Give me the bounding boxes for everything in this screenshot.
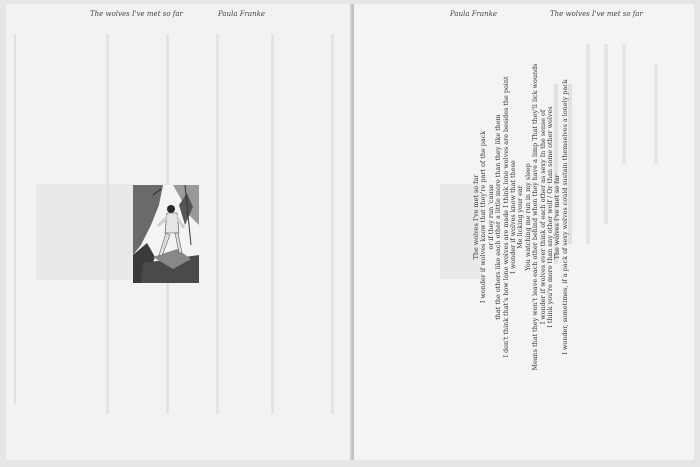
show-through-column	[106, 34, 109, 414]
poem-line: I think you're more than any other wolf / Or than some other wolves	[546, 106, 555, 328]
book-spread	[6, 4, 694, 460]
photo-of-woman-in-woods	[133, 185, 199, 283]
poem-block	[472, 0, 663, 371]
show-through-image	[36, 184, 134, 280]
left-page-author: Paula Franke	[218, 10, 265, 18]
left-page-title: The wolves I've met so far	[90, 10, 183, 18]
poem-line: Me licking your ear	[516, 185, 525, 249]
right-page-author: Paula Franke	[450, 10, 497, 18]
left-page	[6, 4, 352, 460]
poem-line: The wolves I've met so far	[553, 174, 562, 260]
poem-line: I wonder, sometimes, if a pack of sexy wolves could sustain themselves a lonely pack	[560, 79, 569, 355]
poem-line: or if they run 'cause	[486, 184, 495, 250]
poem-line: that the others like each other a little more than they like them	[494, 114, 503, 320]
show-through-column	[271, 34, 274, 414]
poem-line: I wonder if wolves know that these	[509, 160, 518, 274]
show-through-column	[14, 34, 16, 404]
poem-line: I don't think that's how lone wolves are made I think lone wolves are besides the point	[501, 76, 510, 358]
poem-line: Means that they won't leave each other behind when they have a limp That they'll lick wounds	[531, 63, 540, 371]
poem-line: I wonder if wolves ever think of each other as sexy In the sense of	[538, 109, 547, 325]
poem-line: The wolves I've met so far	[472, 174, 480, 260]
poem-line: You watching me run in my sleep	[523, 163, 532, 271]
show-through-column	[331, 34, 334, 414]
right-page-title: The wolves I've met so far	[550, 10, 643, 18]
show-through-column	[216, 34, 219, 414]
poem-line: I wonder if wolves know that they're part of the pack	[479, 130, 488, 304]
